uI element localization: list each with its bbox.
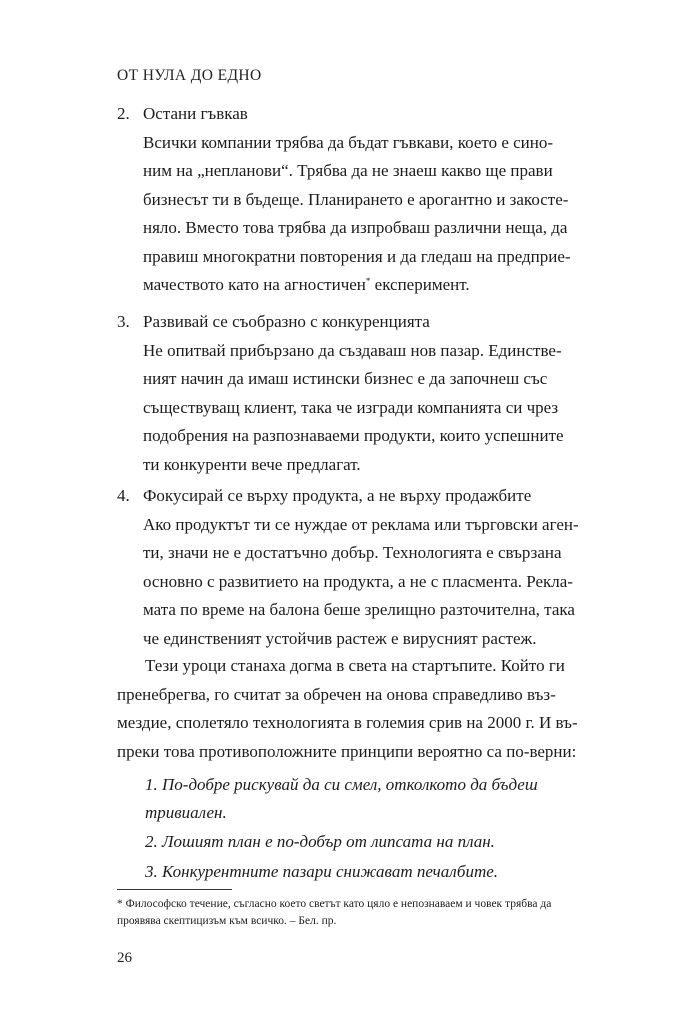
text-line: подобрения на разпознаваеми продукти, които успешните (143, 426, 564, 445)
text-line: правиш многократни повторения и да гледаш на предприе- (143, 246, 571, 266)
text-line: основно с развитието на продукта, а не с пласмента. Рекла- (143, 571, 573, 591)
item-body (143, 129, 577, 300)
text-line (143, 271, 577, 300)
text-line: преки това противоположните принципи вероятно са по-верни: (117, 741, 577, 761)
item-heading: Развивай се съобразно с конкуренцията (143, 312, 430, 331)
text-line: пренебрегва, го считат за обречен на онова справедливо въз- (117, 684, 556, 704)
text-fragment: мачеството като на агностичен (143, 275, 366, 294)
item-number: 2. (117, 104, 130, 123)
footnote-line: проявява скептицизъм към всичко. – Бел. пр. (117, 915, 337, 927)
page-number: 26 (117, 950, 132, 966)
item-heading: Остани гъвкав (143, 104, 248, 123)
text-line: че единственият устойчив растеж е вирусният растеж. (143, 628, 537, 648)
item-title (117, 308, 577, 337)
footnote-divider (117, 889, 232, 890)
text-line: Всички компании трябва да бъдат гъвкави, което е сино- (143, 132, 554, 152)
text-line: Не опитвай прибързано да създаваш нов пазар. Единстве- (143, 340, 562, 360)
item-heading: Фокусирай се върху продукта, а не върху продажбите (143, 486, 532, 505)
text-line: няло. Вместо това трябва да изпробваш различни неща, да (143, 218, 568, 237)
maxim-line: 3. Конкурентните пазари снижават печалбите. (145, 862, 499, 881)
maxim-line: 1. По-добре рискувай да си смел, отколкото да бъдеш (145, 775, 538, 794)
list-item (117, 308, 577, 479)
footnote-marker: * (365, 276, 371, 286)
text-line: съществуващ клиент, така че изгради компанията си чрез (143, 397, 559, 417)
item-body (143, 511, 577, 654)
item-body (143, 337, 577, 480)
text-line: ти конкуренти вече предлагат. (143, 454, 361, 474)
list-item (117, 482, 577, 653)
text-line: бизнесът ти в бъдеще. Планирането е арогантно и закосте- (143, 189, 569, 209)
item-number: 3. (117, 312, 130, 331)
maxim-line: 2. Лошият план е по-добър от липсата на план. (145, 832, 495, 851)
footnote-line: * Философско течение, съгласно което светът като цяло е непознаваем и човек трябва да (117, 898, 552, 910)
maxim-line: тривиален. (145, 803, 227, 822)
body-paragraph (117, 652, 587, 766)
text-line: Ако продуктът ти се нуждае от реклама или търговски аген- (143, 514, 579, 534)
text-line: Тези уроци станаха догма в света на стартъпите. Който ги (145, 656, 565, 675)
text-line: мата по време на балона беше зрелищно разточителна, така (143, 600, 575, 619)
item-title (117, 100, 577, 129)
list-item (117, 100, 577, 300)
text-line: мездие, сполетяло технологията в големия срив на 2000 г. И въ- (117, 713, 578, 732)
running-head: ОТ НУЛА ДО ЕДНО (117, 67, 262, 84)
footnote (117, 896, 587, 930)
item-number: 4. (117, 486, 130, 505)
text-line: ти, значи не е достатъчно добър. Технологията е свързана (143, 543, 562, 562)
text-line: ният начин да имаш истински бизнес е да започнеш със (143, 369, 548, 388)
maxims-list (145, 771, 538, 887)
text-line: ним на „непланови“. Трябва да не знаеш какво ще прави (143, 161, 553, 180)
item-title (117, 482, 577, 511)
text-fragment: експеримент. (370, 275, 470, 294)
